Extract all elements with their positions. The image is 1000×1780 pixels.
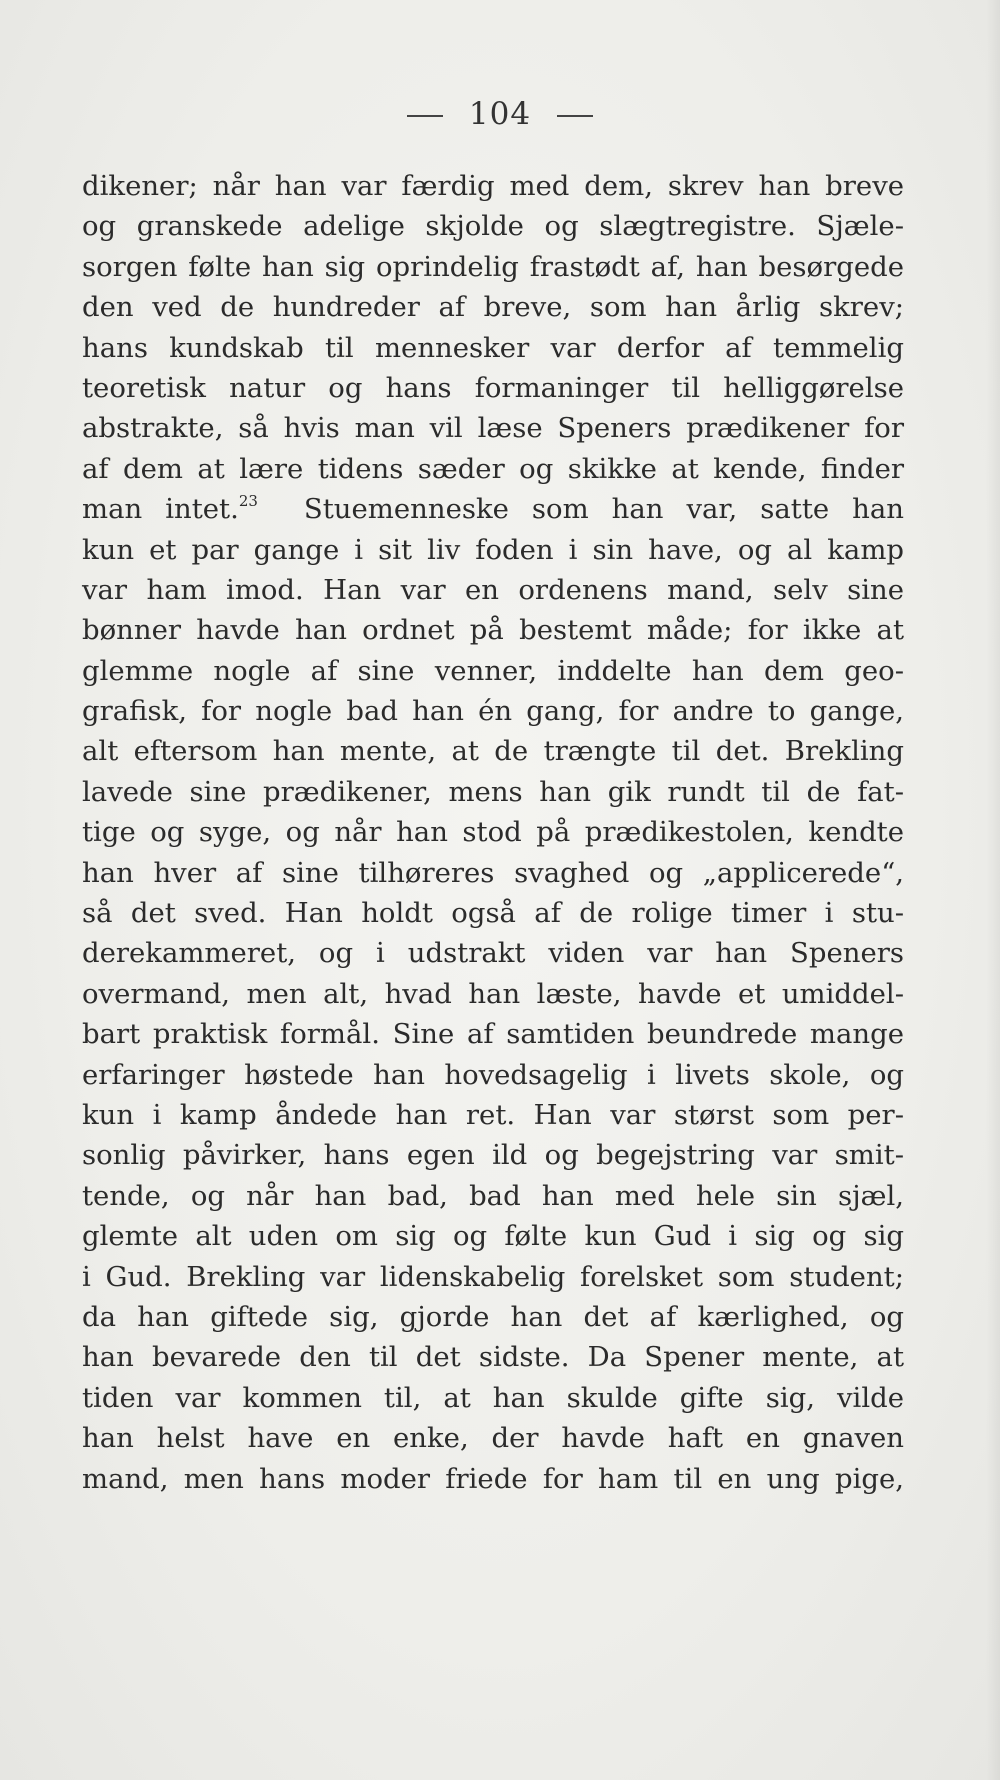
text-line: glemte alt uden om sig og følte kun Gud i sig og sig xyxy=(82,1220,904,1253)
text-line: derekammeret, og i udstrakt viden var han Speners xyxy=(82,937,904,970)
text-line: alt eftersom han mente, at de trængte til det. Brekling xyxy=(82,735,904,768)
text-line: glemme nogle af sine venner, inddelte han dem geo- xyxy=(82,654,904,687)
text-line: mand, men hans moder friede for ham til en ung pige, xyxy=(82,1462,904,1495)
footnote-reference: 23 xyxy=(238,492,258,511)
text-line: så det sved. Han holdt også af de rolige timer i stu- xyxy=(82,897,904,930)
text-line-start: man intet. xyxy=(82,493,239,526)
text-line: af dem at lære tidens sæder og skikke at kende, finder xyxy=(82,452,904,485)
text-line: han bevarede den til det sidste. Da Spener mente, at xyxy=(82,1341,904,1374)
header-dash-right xyxy=(557,115,593,117)
text-line: han helst have en enke, der havde haft en gnaven xyxy=(82,1422,904,1455)
text-line: bart praktisk formål. Sine af samtiden beundrede mange xyxy=(82,1018,904,1051)
text-line: abstrakte, så hvis man vil læse Speners prædikener for xyxy=(82,412,904,445)
page-edge-shadow xyxy=(986,0,1000,1780)
text-line-continuation: Stuemenneske som han var, satte han xyxy=(303,493,904,526)
text-line: var ham imod. Han var en ordenens mand, selv sine xyxy=(82,573,904,606)
text-line-with-footnote xyxy=(82,489,904,529)
text-line: dikener; når han var færdig med dem, skrev han breve xyxy=(82,170,904,202)
text-line: han hver af sine tilhøreres svaghed og „applicerede“, xyxy=(82,856,904,889)
text-line: sonlig påvirker, hans egen ild og begejstring var smit- xyxy=(82,1139,904,1172)
text-line: og granskede adelige skjolde og slægtregistre. Sjæle- xyxy=(82,210,904,243)
text-line: kun et par gange i sit liv foden i sin have, og al kamp xyxy=(82,533,904,566)
text-line: lavede sine prædikener, mens han gik rundt til de fat- xyxy=(82,775,904,808)
text-line: erfaringer høstede han hovedsagelig i livets skole, og xyxy=(82,1058,904,1091)
text-line: grafisk, for nogle bad han én gang, for andre to gange, xyxy=(82,695,904,728)
text-line: hans kundskab til mennesker var derfor af temmelig xyxy=(82,331,904,364)
text-line: tige og syge, og når han stod på prædikestolen, kendte xyxy=(82,816,904,849)
text-line: teoretisk natur og hans formaninger til helliggørelse xyxy=(82,371,904,404)
text-line: overmand, men alt, hvad han læste, havde et umiddel- xyxy=(82,977,904,1010)
text-line: kun i kamp åndede han ret. Han var størst som per- xyxy=(82,1098,904,1131)
text-line: den ved de hundreder af breve, som han årlig skrev; xyxy=(82,291,904,324)
text-line: da han giftede sig, gjorde han det af kærlighed, og xyxy=(82,1300,904,1333)
text-line: bønner havde han ordnet på bestemt måde; for ikke at xyxy=(82,614,904,647)
text-line: sorgen følte han sig oprindelig frastødt af, han besørgede xyxy=(82,250,904,283)
text-line: i Gud. Brekling var lidenskabelig forelsket som student; xyxy=(82,1260,904,1293)
page-header xyxy=(0,96,1000,132)
header-dash-left xyxy=(407,115,443,117)
text-line: tende, og når han bad, bad han med hele sin sjæl, xyxy=(82,1179,904,1212)
text-line: tiden var kommen til, at han skulde gifte sig, vilde xyxy=(82,1381,904,1414)
page-number: 104 xyxy=(468,96,532,132)
body-text xyxy=(82,166,904,1499)
